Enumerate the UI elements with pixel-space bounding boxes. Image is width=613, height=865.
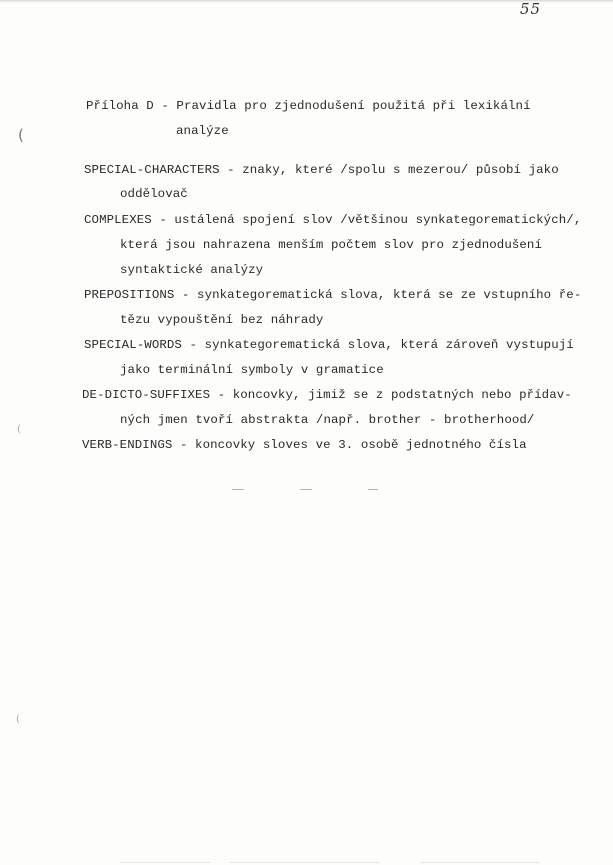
appendix-title: Příloha D - Pravidla pro zjednodušení použitá při lexikální [86, 99, 531, 113]
page-number: 55 [520, 0, 542, 18]
scan-artifact [420, 862, 540, 863]
entry-special-words-cont: jako terminální symboly v gramatice [120, 363, 384, 377]
separator-dash [232, 489, 244, 490]
entry-verb-endings: VERB-ENDINGS - koncovky sloves ve 3. osobě jednotného čísla [82, 438, 527, 452]
separator-dash [300, 489, 312, 490]
entry-special-characters: SPECIAL-CHARACTERS - znaky, které /spolu s mezerou/ působí jako [84, 163, 559, 177]
entry-complexes: COMPLEXES - ustálená spojení slov /většinou synkategorematických/, [84, 213, 582, 227]
entry-de-dicto-suffixes: DE-DICTO-SUFFIXES - koncovky, jimiž se z podstatných nebo přídav- [82, 388, 572, 402]
scan-artifact [230, 862, 380, 863]
margin-hole-mark: ( [17, 424, 21, 435]
entry-prepositions: PREPOSITIONS - synkategorematická slova, která se ze vstupního ře- [84, 288, 582, 302]
entry-complexes-cont: která jsou nahrazena menším počtem slov pro zjednodušení [120, 238, 542, 252]
entry-prepositions-cont: tězu vypouštění bez náhrady [120, 313, 324, 327]
margin-hole-mark: ( [16, 714, 20, 725]
margin-hole-mark: ( [18, 126, 24, 144]
scan-artifact [120, 862, 210, 863]
entry-de-dicto-suffixes-cont: ných jmen tvoří abstrakta /např. brother - brotherhood/ [120, 413, 535, 427]
entry-special-characters-cont: oddělovač [120, 187, 188, 201]
separator-dash [368, 489, 378, 490]
appendix-title-continuation: analýze [176, 124, 229, 138]
entry-complexes-cont: syntaktické analýzy [120, 263, 264, 277]
entry-special-words: SPECIAL-WORDS - synkategorematická slova, která zároveň vystupují [84, 338, 574, 352]
